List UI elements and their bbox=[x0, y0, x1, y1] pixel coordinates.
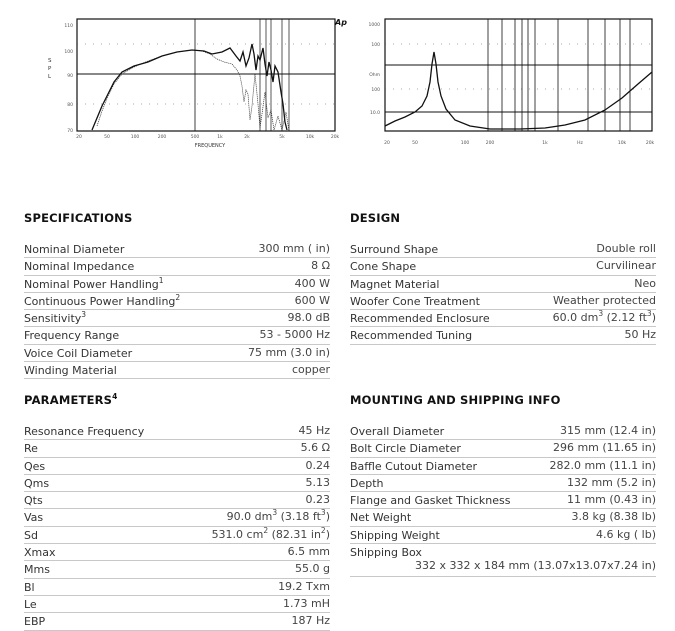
row-label bbox=[24, 580, 35, 596]
table-row bbox=[24, 596, 330, 613]
row-label-text: Bl bbox=[24, 580, 35, 594]
row-value: 282.0 mm (11.1 in) bbox=[549, 458, 656, 472]
row-value: 53 - 5000 Hz bbox=[259, 328, 330, 342]
table-row bbox=[24, 362, 330, 379]
row-label bbox=[24, 476, 49, 492]
row-label bbox=[24, 346, 132, 362]
unit-exponent: 3 bbox=[646, 309, 652, 319]
row-label-text: Qes bbox=[24, 459, 46, 473]
footnote-marker: 2 bbox=[175, 292, 181, 302]
row-value: 0.23 bbox=[305, 493, 330, 507]
x-tick-label: Hz bbox=[577, 141, 583, 146]
row-label-text: Recommended Enclosure bbox=[350, 312, 490, 326]
table-row bbox=[24, 423, 330, 440]
table-row bbox=[24, 492, 330, 509]
impedance-chart bbox=[360, 14, 660, 154]
row-label-text: Woofer Cone Treatment bbox=[350, 294, 480, 308]
mounting-table bbox=[350, 423, 656, 577]
ap-logo: Ap bbox=[335, 18, 347, 27]
unit-exponent: 3 bbox=[598, 309, 604, 319]
row-label bbox=[350, 510, 411, 526]
y-tick-label: Ohm bbox=[369, 73, 380, 78]
on-axis-response-curve bbox=[92, 44, 287, 130]
value-part: ) bbox=[325, 510, 330, 524]
row-label-text: EBP bbox=[24, 615, 46, 629]
x-tick-label: 500 bbox=[190, 135, 200, 140]
plot-frame bbox=[385, 19, 652, 131]
row-label bbox=[350, 493, 510, 509]
row-label-text: Bolt Circle Diameter bbox=[350, 442, 461, 456]
row-label bbox=[350, 424, 444, 440]
table-row bbox=[350, 544, 656, 577]
row-label-text: Nominal Power Handling bbox=[24, 277, 159, 291]
value-part: 90.0 dm bbox=[226, 510, 273, 524]
design-title: DESIGN bbox=[350, 211, 401, 225]
table-row bbox=[24, 458, 330, 475]
table-row bbox=[350, 440, 656, 457]
value-part: (3.18 ft bbox=[277, 510, 321, 524]
table-row bbox=[24, 276, 330, 293]
row-value: 19.2 Txm bbox=[278, 579, 330, 593]
freq-ylabel: S P L bbox=[48, 58, 52, 80]
row-label bbox=[350, 259, 416, 275]
row-value: 75 mm (3.0 in) bbox=[247, 345, 330, 359]
table-row bbox=[350, 293, 656, 310]
row-value: 332 x 332 x 184 mm (13.07x13.07x7.24 in) bbox=[414, 559, 656, 573]
y-tick-label: 100 bbox=[371, 88, 380, 93]
x-tick-label: 20 bbox=[384, 141, 390, 146]
frequency-response-chart bbox=[48, 14, 352, 154]
mounting-title: MOUNTING AND SHIPPING INFO bbox=[350, 393, 561, 407]
plot-frame bbox=[77, 19, 335, 131]
row-label-text: Winding Material bbox=[24, 364, 117, 378]
row-value: 45 Hz bbox=[298, 424, 330, 437]
row-value: 8 Ω bbox=[311, 259, 330, 273]
row-label-text: Voice Coil Diameter bbox=[24, 346, 133, 360]
x-tick-label: 20k bbox=[330, 135, 340, 140]
table-row bbox=[24, 613, 330, 630]
row-value: Weather protected bbox=[553, 293, 656, 307]
footnote-marker: 1 bbox=[158, 275, 164, 285]
row-value bbox=[553, 310, 656, 326]
row-label bbox=[350, 328, 472, 344]
table-row bbox=[350, 276, 656, 293]
row-label bbox=[24, 441, 38, 457]
parameters-title-sup: 4 bbox=[112, 392, 118, 401]
row-label bbox=[24, 459, 45, 475]
row-label-text: Nominal Diameter bbox=[24, 243, 125, 256]
x-tick-label: 10k bbox=[305, 135, 315, 140]
row-label-text: Le bbox=[24, 597, 37, 611]
x-tick-label: 50 bbox=[104, 135, 110, 140]
row-value: 296 mm (11.65 in) bbox=[552, 441, 656, 455]
table-row bbox=[24, 258, 330, 275]
row-label bbox=[24, 328, 119, 344]
row-value: 6.5 mm bbox=[287, 545, 330, 559]
table-row bbox=[24, 579, 330, 596]
row-value: 400 W bbox=[294, 276, 330, 290]
table-row bbox=[350, 527, 656, 544]
row-label bbox=[24, 259, 134, 275]
row-value: 5.6 Ω bbox=[300, 441, 330, 455]
table-row bbox=[350, 258, 656, 275]
row-label bbox=[350, 476, 384, 492]
table-row bbox=[24, 527, 330, 544]
y-tick-label: 80 bbox=[67, 103, 73, 108]
footnote-marker: 3 bbox=[81, 310, 87, 320]
row-label-text: Xmax bbox=[24, 546, 56, 560]
row-value bbox=[212, 527, 330, 543]
parameters-title-text: PARAMETERS bbox=[24, 393, 113, 407]
row-label bbox=[350, 242, 438, 258]
value-part: 60.0 dm bbox=[552, 311, 599, 325]
row-label bbox=[24, 311, 86, 327]
row-value: 11 mm (0.43 in) bbox=[566, 493, 656, 507]
row-value: Double roll bbox=[596, 242, 656, 255]
row-value: Curvilinear bbox=[596, 259, 656, 273]
row-value: 187 Hz bbox=[291, 614, 330, 628]
table-row bbox=[24, 561, 330, 578]
row-value: 4.6 kg ( lb) bbox=[596, 527, 656, 541]
row-value: copper bbox=[291, 363, 330, 377]
impedance-curve bbox=[385, 52, 652, 129]
table-row bbox=[24, 509, 330, 526]
row-value: 315 mm (12.4 in) bbox=[559, 424, 656, 437]
row-value: 600 W bbox=[294, 293, 330, 307]
row-label bbox=[24, 597, 37, 613]
row-label-text: Magnet Material bbox=[350, 277, 440, 291]
table-row bbox=[350, 509, 656, 526]
table-row bbox=[350, 475, 656, 492]
y-tick-label: 10.0 bbox=[369, 111, 380, 116]
x-tick-label: 10k bbox=[617, 141, 627, 146]
row-value: 1.73 mH bbox=[283, 596, 330, 610]
row-label bbox=[24, 562, 50, 578]
row-label-text: Shipping Weight bbox=[350, 528, 440, 542]
row-value: Neo bbox=[634, 276, 656, 290]
table-row bbox=[24, 241, 330, 258]
x-tick-label: 50 bbox=[412, 141, 418, 146]
row-label bbox=[350, 311, 490, 327]
x-tick-label: 1k bbox=[542, 141, 548, 146]
row-label bbox=[24, 242, 124, 258]
value-part: (2.12 ft bbox=[603, 311, 647, 325]
table-row bbox=[24, 475, 330, 492]
table-row bbox=[24, 327, 330, 344]
row-value: 0.24 bbox=[305, 458, 330, 472]
table-row bbox=[350, 241, 656, 258]
row-label bbox=[24, 294, 180, 310]
table-row bbox=[350, 492, 656, 509]
table-row bbox=[350, 327, 656, 344]
row-label-text: Sensitivity bbox=[24, 312, 82, 326]
row-label-text: Sd bbox=[24, 528, 38, 542]
row-label-text: Recommended Tuning bbox=[350, 329, 473, 343]
row-value: 50 Hz bbox=[624, 328, 656, 342]
row-label bbox=[350, 528, 440, 544]
x-tick-label: 20k bbox=[645, 141, 655, 146]
row-label-text: Qts bbox=[24, 494, 43, 508]
table-row bbox=[350, 310, 656, 327]
x-tick-label: 1k bbox=[217, 135, 223, 140]
value-part: ) bbox=[651, 311, 656, 325]
row-label bbox=[350, 459, 477, 475]
row-label-text: Vas bbox=[24, 511, 44, 525]
value-part: 531.0 cm bbox=[211, 527, 264, 541]
row-label bbox=[24, 614, 45, 630]
y-tick-label: 90 bbox=[67, 74, 73, 79]
row-label-text: Re bbox=[24, 442, 38, 456]
row-label bbox=[350, 441, 461, 457]
value-part: (82.31 in bbox=[268, 527, 321, 541]
row-label-text: Nominal Impedance bbox=[24, 260, 135, 274]
parameters-table bbox=[24, 423, 330, 631]
row-label-text: Frequency Range bbox=[24, 329, 120, 343]
row-label bbox=[24, 277, 164, 293]
y-tick-label: 1000 bbox=[368, 23, 380, 28]
y-tick-label: 100 bbox=[64, 50, 73, 55]
table-row bbox=[24, 345, 330, 362]
row-label-text: Overall Diameter bbox=[350, 425, 445, 438]
y-tick-label: 70 bbox=[67, 129, 73, 134]
x-tick-label: 200 bbox=[157, 135, 167, 140]
x-tick-label: 20 bbox=[76, 135, 82, 140]
x-tick-label: 5k bbox=[279, 135, 285, 140]
row-label-text: Continuous Power Handling bbox=[24, 294, 176, 308]
row-label bbox=[350, 545, 422, 561]
row-value: 5.13 bbox=[305, 475, 330, 489]
row-label bbox=[24, 493, 43, 509]
x-tick-label: 100 bbox=[460, 141, 470, 146]
row-value: 3.8 kg (8.38 lb) bbox=[571, 510, 656, 524]
row-label-text: Net Weight bbox=[350, 511, 412, 525]
row-label bbox=[24, 545, 56, 561]
row-value: 300 mm ( in) bbox=[258, 242, 330, 255]
freq-xlabel: FREQUENCY bbox=[194, 143, 226, 149]
row-label bbox=[24, 424, 144, 440]
row-label bbox=[350, 294, 480, 310]
table-row bbox=[24, 440, 330, 457]
row-value: 55.0 g bbox=[295, 562, 330, 576]
row-value bbox=[227, 509, 330, 525]
y-tick-label: 110 bbox=[64, 24, 73, 29]
value-part: ) bbox=[325, 527, 330, 541]
table-row bbox=[350, 423, 656, 440]
row-label-text: Depth bbox=[350, 476, 384, 490]
row-label-text: Surround Shape bbox=[350, 243, 439, 256]
unit-exponent: 2 bbox=[263, 525, 269, 535]
specifications-title: SPECIFICATIONS bbox=[24, 211, 133, 225]
row-label-text: Mms bbox=[24, 563, 50, 577]
row-label bbox=[350, 277, 439, 293]
unit-exponent: 3 bbox=[320, 508, 326, 518]
row-label-text: Flange and Gasket Thickness bbox=[350, 494, 511, 508]
table-row bbox=[350, 458, 656, 475]
row-label-text: Cone Shape bbox=[350, 260, 417, 274]
x-tick-label: 2k bbox=[244, 135, 250, 140]
table-row bbox=[24, 293, 330, 310]
row-value: 98.0 dB bbox=[287, 311, 330, 325]
row-label-text: Shipping Box bbox=[350, 546, 422, 560]
x-tick-label: 200 bbox=[485, 141, 495, 146]
table-row bbox=[24, 544, 330, 561]
row-label-text: Resonance Frequency bbox=[24, 425, 145, 438]
table-row bbox=[24, 310, 330, 327]
unit-exponent: 2 bbox=[320, 525, 326, 535]
parameters-title bbox=[24, 393, 118, 407]
x-tick-label: 100 bbox=[130, 135, 140, 140]
row-label-text: Baffle Cutout Diameter bbox=[350, 459, 478, 473]
specifications-table bbox=[24, 241, 330, 379]
design-table bbox=[350, 241, 656, 345]
row-label bbox=[24, 528, 38, 544]
row-label bbox=[24, 510, 43, 526]
row-value: 132 mm (5.2 in) bbox=[566, 475, 656, 489]
row-label bbox=[24, 363, 117, 379]
y-tick-label: 100 bbox=[371, 43, 380, 48]
row-label-text: Qms bbox=[24, 476, 50, 490]
unit-exponent: 3 bbox=[272, 508, 278, 518]
